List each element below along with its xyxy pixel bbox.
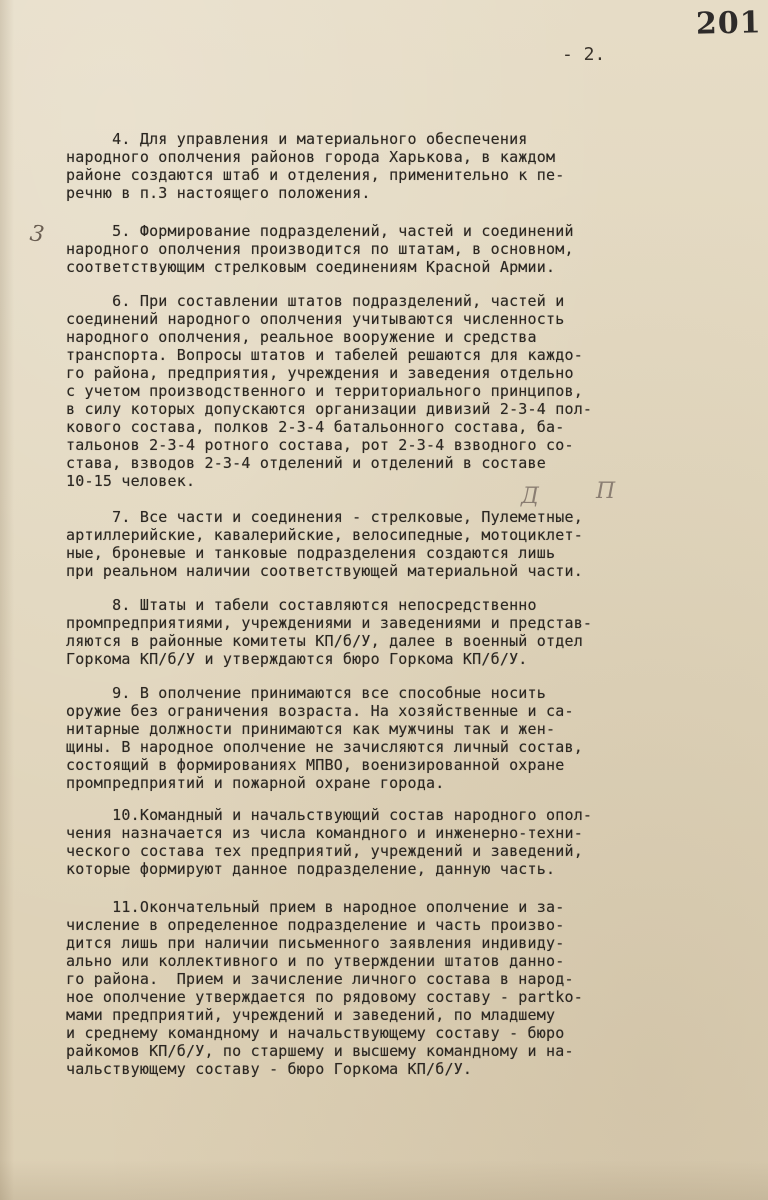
text-line: нитарные должности принимаются как мужчины так и жен-: [66, 720, 556, 738]
text-line: оружие без ограничения возраста. На хозяйственные и са-: [66, 702, 574, 720]
text-line: промпредприятий и пожарной охране города.: [66, 774, 445, 792]
paragraph-7: [66, 508, 730, 580]
text-line: промпредприятиями, учреждениями и заведениями и представ-: [66, 614, 593, 632]
text-line: соединений народного ополчения учитываются численность: [66, 310, 565, 328]
text-line: ные, броневые и танковые подразделения создаются лишь: [66, 544, 556, 562]
text-line: 6. При составлении штатов подразделений, частей и: [66, 292, 565, 310]
text-line: ное ополчение утверждается по рядовому составу - partko-: [66, 988, 583, 1006]
paragraph-10: [66, 806, 730, 878]
text-line: которые формируют данное подразделение, данную часть.: [66, 860, 556, 878]
paragraph-6: [66, 292, 730, 490]
text-line: числение в определенное подразделение и часть произво-: [66, 916, 565, 934]
text-line: состоящий в формированиях МПВО, военизированной охране: [66, 756, 565, 774]
text-line: тальонов 2-3-4 ротного состава, рот 2-3-4 взводного со-: [66, 436, 574, 454]
text-line: артиллерийские, кавалерийские, велосипедные, мотоциклет-: [66, 526, 583, 544]
text-line: в силу которых допускаются организации дивизий 2-3-4 пол-: [66, 400, 593, 418]
paragraph-5: [66, 222, 730, 276]
text-line: при реальном наличии соответствующей материальной части.: [66, 562, 583, 580]
text-line: 11.Окончательный прием в народное ополчение и за-: [66, 898, 565, 916]
text-line: чальствующему составу - бюро Горкома КП/б/У.: [66, 1060, 473, 1078]
text-line: 4. Для управления и материального обеспечения: [66, 130, 528, 148]
handwritten-note: П: [596, 479, 616, 504]
text-line: дится лишь при наличии письменного заявления индивиду-: [66, 934, 565, 952]
text-line: ально или коллективного и по утверждении штатов данно-: [66, 952, 565, 970]
paragraph-11: [66, 898, 730, 1078]
text-line: народного ополчения производится по штатам, в основном,: [66, 240, 574, 258]
archive-page-number: 201: [695, 5, 762, 42]
text-line: го района, предприятия, учреждения и заведения отдельно: [66, 364, 574, 382]
handwritten-note: Д: [521, 484, 539, 509]
text-line: ляются в районные комитеты КП/б/У, далее в военный отдел: [66, 632, 583, 650]
text-line: 10.Командный и начальствующий состав народного опол-: [66, 806, 593, 824]
text-line: мами предприятий, учреждений и заведений, по младшему: [66, 1006, 556, 1024]
text-line: го района. Прием и зачисление личного состава в народ-: [66, 970, 574, 988]
paragraph-8: [66, 596, 730, 668]
text-line: народного ополчения районов города Харькова, в каждом: [66, 148, 556, 166]
text-line: районе создаются штаб и отделения, применительно к пе-: [66, 166, 565, 184]
text-line: 8. Штаты и табели составляются непосредственно: [66, 596, 537, 614]
text-line: и среднему командному и начальствующему составу - бюро: [66, 1024, 565, 1042]
text-line: чения назначается из числа командного и инженерно-техни-: [66, 824, 583, 842]
paragraph-9: [66, 684, 730, 792]
text-line: с учетом производственного и территориального принципов,: [66, 382, 583, 400]
page-number: - 2.: [562, 44, 606, 65]
text-line: ческого состава тех предприятий, учреждений и заведений,: [66, 842, 583, 860]
text-line: кового состава, полков 2-3-4 батальонного состава, ба-: [66, 418, 565, 436]
text-line: 5. Формирование подразделений, частей и соединений: [66, 222, 574, 240]
margin-handwritten-mark: 3: [28, 221, 46, 248]
text-line: 10-15 человек.: [66, 472, 196, 490]
text-line: соответствующим стрелковым соединениям Красной Армии.: [66, 258, 556, 276]
text-line: 7. Все части и соединения - стрелковые, Пулеметные,: [66, 508, 583, 526]
text-line: райкомов КП/б/У, по старшему и высшему командному и на-: [66, 1042, 574, 1060]
text-line: транспорта. Вопросы штатов и табелей решаются для каждо-: [66, 346, 583, 364]
text-line: става, взводов 2-3-4 отделений и отделений в составе: [66, 454, 546, 472]
text-line: народного ополчения, реальное вооружение и средства: [66, 328, 537, 346]
text-line: щины. В народное ополчение не зачисляются личный состав,: [66, 738, 583, 756]
text-line: 9. В ополчение принимаются все способные носить: [66, 684, 546, 702]
text-line: Горкома КП/б/У и утверждаются бюро Горкома КП/б/У.: [66, 650, 528, 668]
text-line: речню в п.3 настоящего положения.: [66, 184, 371, 202]
paragraph-4: [66, 130, 730, 202]
